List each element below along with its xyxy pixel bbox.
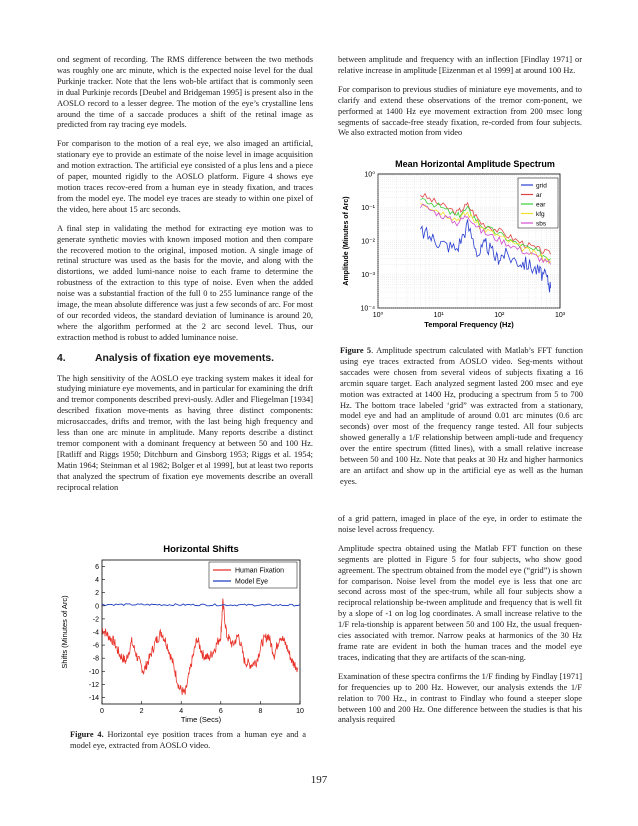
figure-5-caption-label: Figure 5 [340, 346, 372, 355]
legend-label: grid [536, 182, 547, 190]
body-paragraph: A final step in validating the method for extracting eye motion was to generate synthetic movies with known imposed motion and then compare the recovered motion to the original, imposed motion. A single image of retinal structure was used as the basis for the movie, and along with the distortions, we added lumi-nance noise to each frame to determine the robustness of the extraction to this type of noise. Even when the added noise was a substantial fraction of the full 0 to 255 luminance range of the image, the mean absolute difference was just a few seconds of arc. For most of our recorded videos, the standard deviation of luminance is around 20, where the algorithm performed at the 2 arc second level. Thus, our extraction method is robust to added luminance noise. [57, 223, 313, 342]
y-tick-label: -10 [88, 668, 99, 676]
y-tick-label: 2 [95, 590, 99, 598]
body-paragraph: between amplitude and frequency with an inflection [Findlay 1971] or relative increase in amplitude [Eizenman et al 1999] at around 100 Hz. [338, 55, 582, 75]
chart-title: Horizontal Shifts [163, 544, 239, 555]
y-tick-label: -4 [92, 629, 99, 637]
y-tick-label: 10⁻² [361, 238, 375, 246]
x-tick-label: 10 [296, 708, 304, 715]
y-tick-label: -14 [88, 694, 99, 702]
figure-5 [338, 156, 586, 338]
figure-4-chart [57, 540, 319, 726]
body-paragraph: Examination of these spectra confirms the 1/F finding by Findlay [1971] for frequencies up to 200 Hz. However, our analysis extends the 1/F relation to 700 Hz., in contrast to Findlay who found a steeper slope between 100 and 200 Hz. One difference between the studies is that his analysis required [338, 671, 582, 725]
body-paragraph: The high sensitivity of the AOSLO eye tracking system makes it ideal for studying miniature eye movements, and in particular for examining the drift and tremor components described previ-ously. Adler and Fliegelman [1934] described fixation move-ments as having three distinct components: microsaccades, drifts and tremor, with the last being high frequency and less than one arc minute in amplitude. Many reports describe a distinct tremor component with a dominant frequency at between 50 and 100 Hz. [Ratliff and Riggs 1950; Ditchburn and Ginsborg 1953; Riggs et al. 1954; Matin 1964; Steinman et al 1982; Bolger et al 1999], but at least two reports that analyzed the spectrum of fixation eye movements describe an overall reciprocal relation [57, 373, 313, 492]
chart-title: Mean Horizontal Amplitude Spectrum [395, 159, 555, 169]
figure-5-caption [340, 346, 583, 488]
y-axis-label: Shifts (Minutes of Arc) [60, 595, 69, 669]
x-tick-label: 10³ [554, 312, 566, 319]
x-tick-label: 2 [139, 708, 144, 715]
legend-label: sbs [536, 220, 547, 228]
right-column-top [338, 55, 582, 147]
legend-label: ar [536, 192, 542, 199]
x-axis-label: Temporal Frequency (Hz) [424, 320, 514, 329]
page-number: 197 [310, 774, 328, 786]
body-paragraph: For comparison to previous studies of miniature eye movements, and to clarify and extend these observations of the tremor com-ponent, we performed at 1400 Hz eye movement extraction from 200 msec long segments of saccade-free steady fixation, re-corded from four subjects. We also extracted motion from video [338, 84, 582, 138]
body-paragraph: Amplitude spectra obtained using the Matlab FFT function on these segments are plotted in Figure 5 for four subjects, who show good agreement. The spectrum obtained from the model eye (“grid”) is shown for comparison. Noise level from the model eye is less that one arc second across most of the spec-trum, while all four subjects show a reciprocal relationship be-tween amplitude and frequency that is well fit by a slope of -1 on log log coordinates. A small increase relative to the 1/F rela-tionship is apparent between 50 and 100 Hz, the usual frequen-cies associated with tremor. Narrow peaks at harmonics of the 30 Hz frame rate are evident in both the human traces and the model eye traces, indicating that they are artifacts of the scan-ning. [338, 543, 582, 662]
x-tick-label: 10⁰ [372, 312, 384, 319]
y-tick-label: -2 [92, 616, 99, 624]
body-paragraph: For comparison to the motion of a real eye, we also imaged an artificial, stationary eye to provide an estimate of the noise level in image acquisition and motion extraction. The artificial eye consisted of a plus lens and a piece of paper, mounted rigidly to the AOSLO platform. Figure 4 shows eye motion traces recov-ered from a human eye in steady fixation, and traces from the model eye. The model eye traces are steady to within one pixel of the video, here about 15 arc seconds. [57, 139, 313, 214]
legend-label: Model Eye [235, 578, 269, 586]
right-column-bottom [338, 514, 582, 734]
figure-4 [57, 540, 319, 726]
y-tick-label: 10⁻¹ [361, 205, 375, 212]
x-tick-label: 8 [258, 708, 263, 715]
body-paragraph: of a grid pattern, imaged in place of the eye, in order to estimate the noise level across frequency. [338, 514, 582, 534]
x-tick-label: 4 [179, 708, 184, 715]
y-tick-label: -6 [92, 642, 99, 650]
y-tick-label: 4 [95, 577, 99, 585]
figure-5-chart [338, 156, 586, 338]
y-axis-label: Amplitude (Minutes of Arc) [343, 196, 350, 286]
y-tick-label: -8 [92, 655, 99, 663]
left-column [57, 55, 313, 502]
y-tick-label: 10⁰ [364, 171, 375, 179]
legend-label: ear [536, 201, 546, 209]
y-tick-label: -12 [88, 681, 99, 689]
section-title: Analysis of fixation eye movements. [95, 352, 275, 364]
x-tick-label: 6 [218, 708, 223, 715]
figure-4-caption [70, 730, 306, 752]
legend-label: Human Fixation [235, 567, 285, 575]
figure-4-caption-text: Horizontal eye position traces from a human eye and a model eye, extracted from AOSLO video. [70, 730, 306, 750]
legend-label: kfg [536, 211, 545, 218]
x-tick-label: 10² [494, 312, 505, 319]
body-paragraph: ond segment of recording. The RMS difference between the two methods was roughly one arc minute, which is the expected noise level for the dual Purkinje tracker. Note that the lens wob-ble artifact that is commonly seen in dual Purkinje records [Deubel and Bridgeman 1995] is present also in the AOSLO record to a lesser degree. The motion of the eye’s crystalline lens around the time of a saccade produces a shift of the retinal image as predicted from ray tracing eye models. [57, 55, 313, 130]
x-axis-label: Time (Secs) [180, 715, 222, 724]
x-tick-label: 10¹ [433, 312, 444, 319]
figure-4-caption-label: Figure 4. [70, 730, 104, 739]
y-tick-label: 0 [95, 603, 99, 611]
y-tick-label: 10⁻⁴ [360, 305, 375, 313]
x-tick-label: 0 [100, 708, 104, 715]
section-heading [57, 354, 313, 365]
y-tick-label: 6 [95, 564, 99, 572]
y-tick-label: 10⁻³ [361, 272, 375, 279]
figure-5-caption-text: . Amplitude spectrum calculated with Matlab’s FFT function using eye traces extracted from AOSLO video. Seg-ments without saccades were chosen from several videos of subjects fixating a 16 arcmin square target. Each analyzed segment lasted 200 msec and eye motion was extracted at 1400 Hz, producing a spectrum from 5 to 700 Hz. The bottom trace labeled ‘grid” was extracted from a stationary, model eye and had an amplitude of around 0.01 arc minutes (0.6 arc seconds) over most of the frequency range tested. All four subjects showed generally a 1/F relationship between ampli-tude and frequency over the entire spectrum (fitted lines), with a small relative increase between 50 and 100 Hz. Note that peaks at 30 Hz and higher harmonics are an artifact and show up in the artificial eye as well as the human eyes. [340, 346, 583, 486]
section-number: 4. [57, 352, 66, 364]
